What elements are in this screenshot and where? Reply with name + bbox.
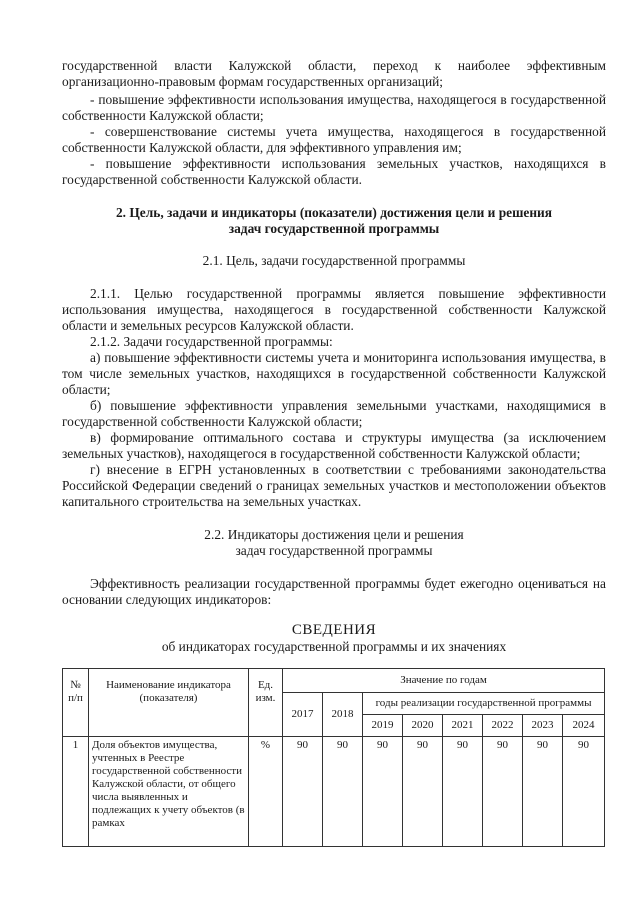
task-a: а) повышение эффективности системы учета и мониторинга использования имущества, в том числе земельных участков, находящихся в государственной собственности Калужской области; — [62, 350, 606, 397]
svedeniya-title: СВЕДЕНИЯ — [291, 622, 377, 638]
row-name: Доля объектов имущества, учтенных в Реестре государственной собственности Калужской области, от общего числа выявленных и подлежащих к учету объектов (в рамках — [89, 737, 249, 847]
svedeniya-subtitle: об индикаторах государственной программы и их значениях — [161, 639, 507, 654]
indicators-intro: Эффективность реализации государственной программы будет ежегодно оцениваться на основании следующих индикаторов: — [62, 576, 606, 607]
tasks-intro: 2.1.2. Задачи государственной программы: — [90, 334, 333, 349]
goal-paragraph: 2.1.1. Целью государственной программы является повышение эффективности использования имущества, находящегося в государственной собственности Калужской области и земельных ресурсов Калужской области. — [62, 286, 606, 333]
header-unit: Ед. изм. — [249, 669, 283, 737]
row-value: 90 — [563, 737, 605, 847]
indicators-table — [62, 668, 605, 847]
table-row — [63, 737, 605, 847]
header-year-2021: 2021 — [443, 715, 483, 737]
row-value: 90 — [483, 737, 523, 847]
task-b: б) повышение эффективности управления земельными участками, находящимися в государственной собственности Калужской области; — [62, 398, 606, 429]
bullet-1 — [62, 92, 606, 124]
bullet-2-text: - совершенствование системы учета имущества, находящегося в государственной собственности Калужской области, для эффективного управления им; — [62, 124, 606, 155]
header-name: Наименование индикатора (показателя) — [89, 669, 249, 737]
header-year-2020: 2020 — [403, 715, 443, 737]
section-2-title: 2. Цель, задачи и индикаторы (показатели) достижения цели и решения задач государственной программы — [115, 205, 553, 236]
row-value: 90 — [363, 737, 403, 847]
header-year-2017: 2017 — [283, 693, 323, 737]
row-value: 90 — [323, 737, 363, 847]
header-program-years: годы реализации государственной программы — [363, 693, 605, 715]
row-value: 90 — [523, 737, 563, 847]
task-v: в) формирование оптимального состава и структуры имущества (за исключением земельных участков), находящегося в государственной собственности Калужской области; — [62, 430, 606, 461]
row-value: 90 — [283, 737, 323, 847]
task-g: г) внесение в ЕГРН установленных в соответствии с требованиями законодательства Российской Федерации сведений о границах земельных участков и местоположении объектов капитального строительства на земельных участках. — [62, 462, 606, 509]
subsection-2-2-title: 2.2. Индикаторы достижения цели и решения задач государственной программы — [204, 527, 464, 558]
subsection-2-1-title: 2.1. Цель, задачи государственной программы — [202, 253, 466, 268]
row-value: 90 — [443, 737, 483, 847]
bullet-3-text: - повышение эффективности использования земельных участков, находящихся в государственной собственности Калужской области. — [62, 156, 606, 187]
header-year-2022: 2022 — [483, 715, 523, 737]
intro-text: государственной власти Калужской области, переход к наиболее эффективным организационно-правовым формам государственных организаций; — [62, 58, 606, 89]
header-year-2024: 2024 — [563, 715, 605, 737]
row-num: 1 — [63, 737, 89, 847]
header-num: № п/п — [63, 669, 89, 737]
intro-paragraph — [62, 58, 606, 90]
bullet-1-text: - повышение эффективности использования имущества, находящегося в государственной собственности Калужской области; — [62, 92, 606, 123]
row-unit: % — [249, 737, 283, 847]
header-year-2023: 2023 — [523, 715, 563, 737]
header-year-2019: 2019 — [363, 715, 403, 737]
row-value: 90 — [403, 737, 443, 847]
bullet-3 — [62, 156, 606, 188]
bullet-2 — [62, 124, 606, 156]
header-values: Значение по годам — [283, 669, 605, 693]
header-year-2018: 2018 — [323, 693, 363, 737]
